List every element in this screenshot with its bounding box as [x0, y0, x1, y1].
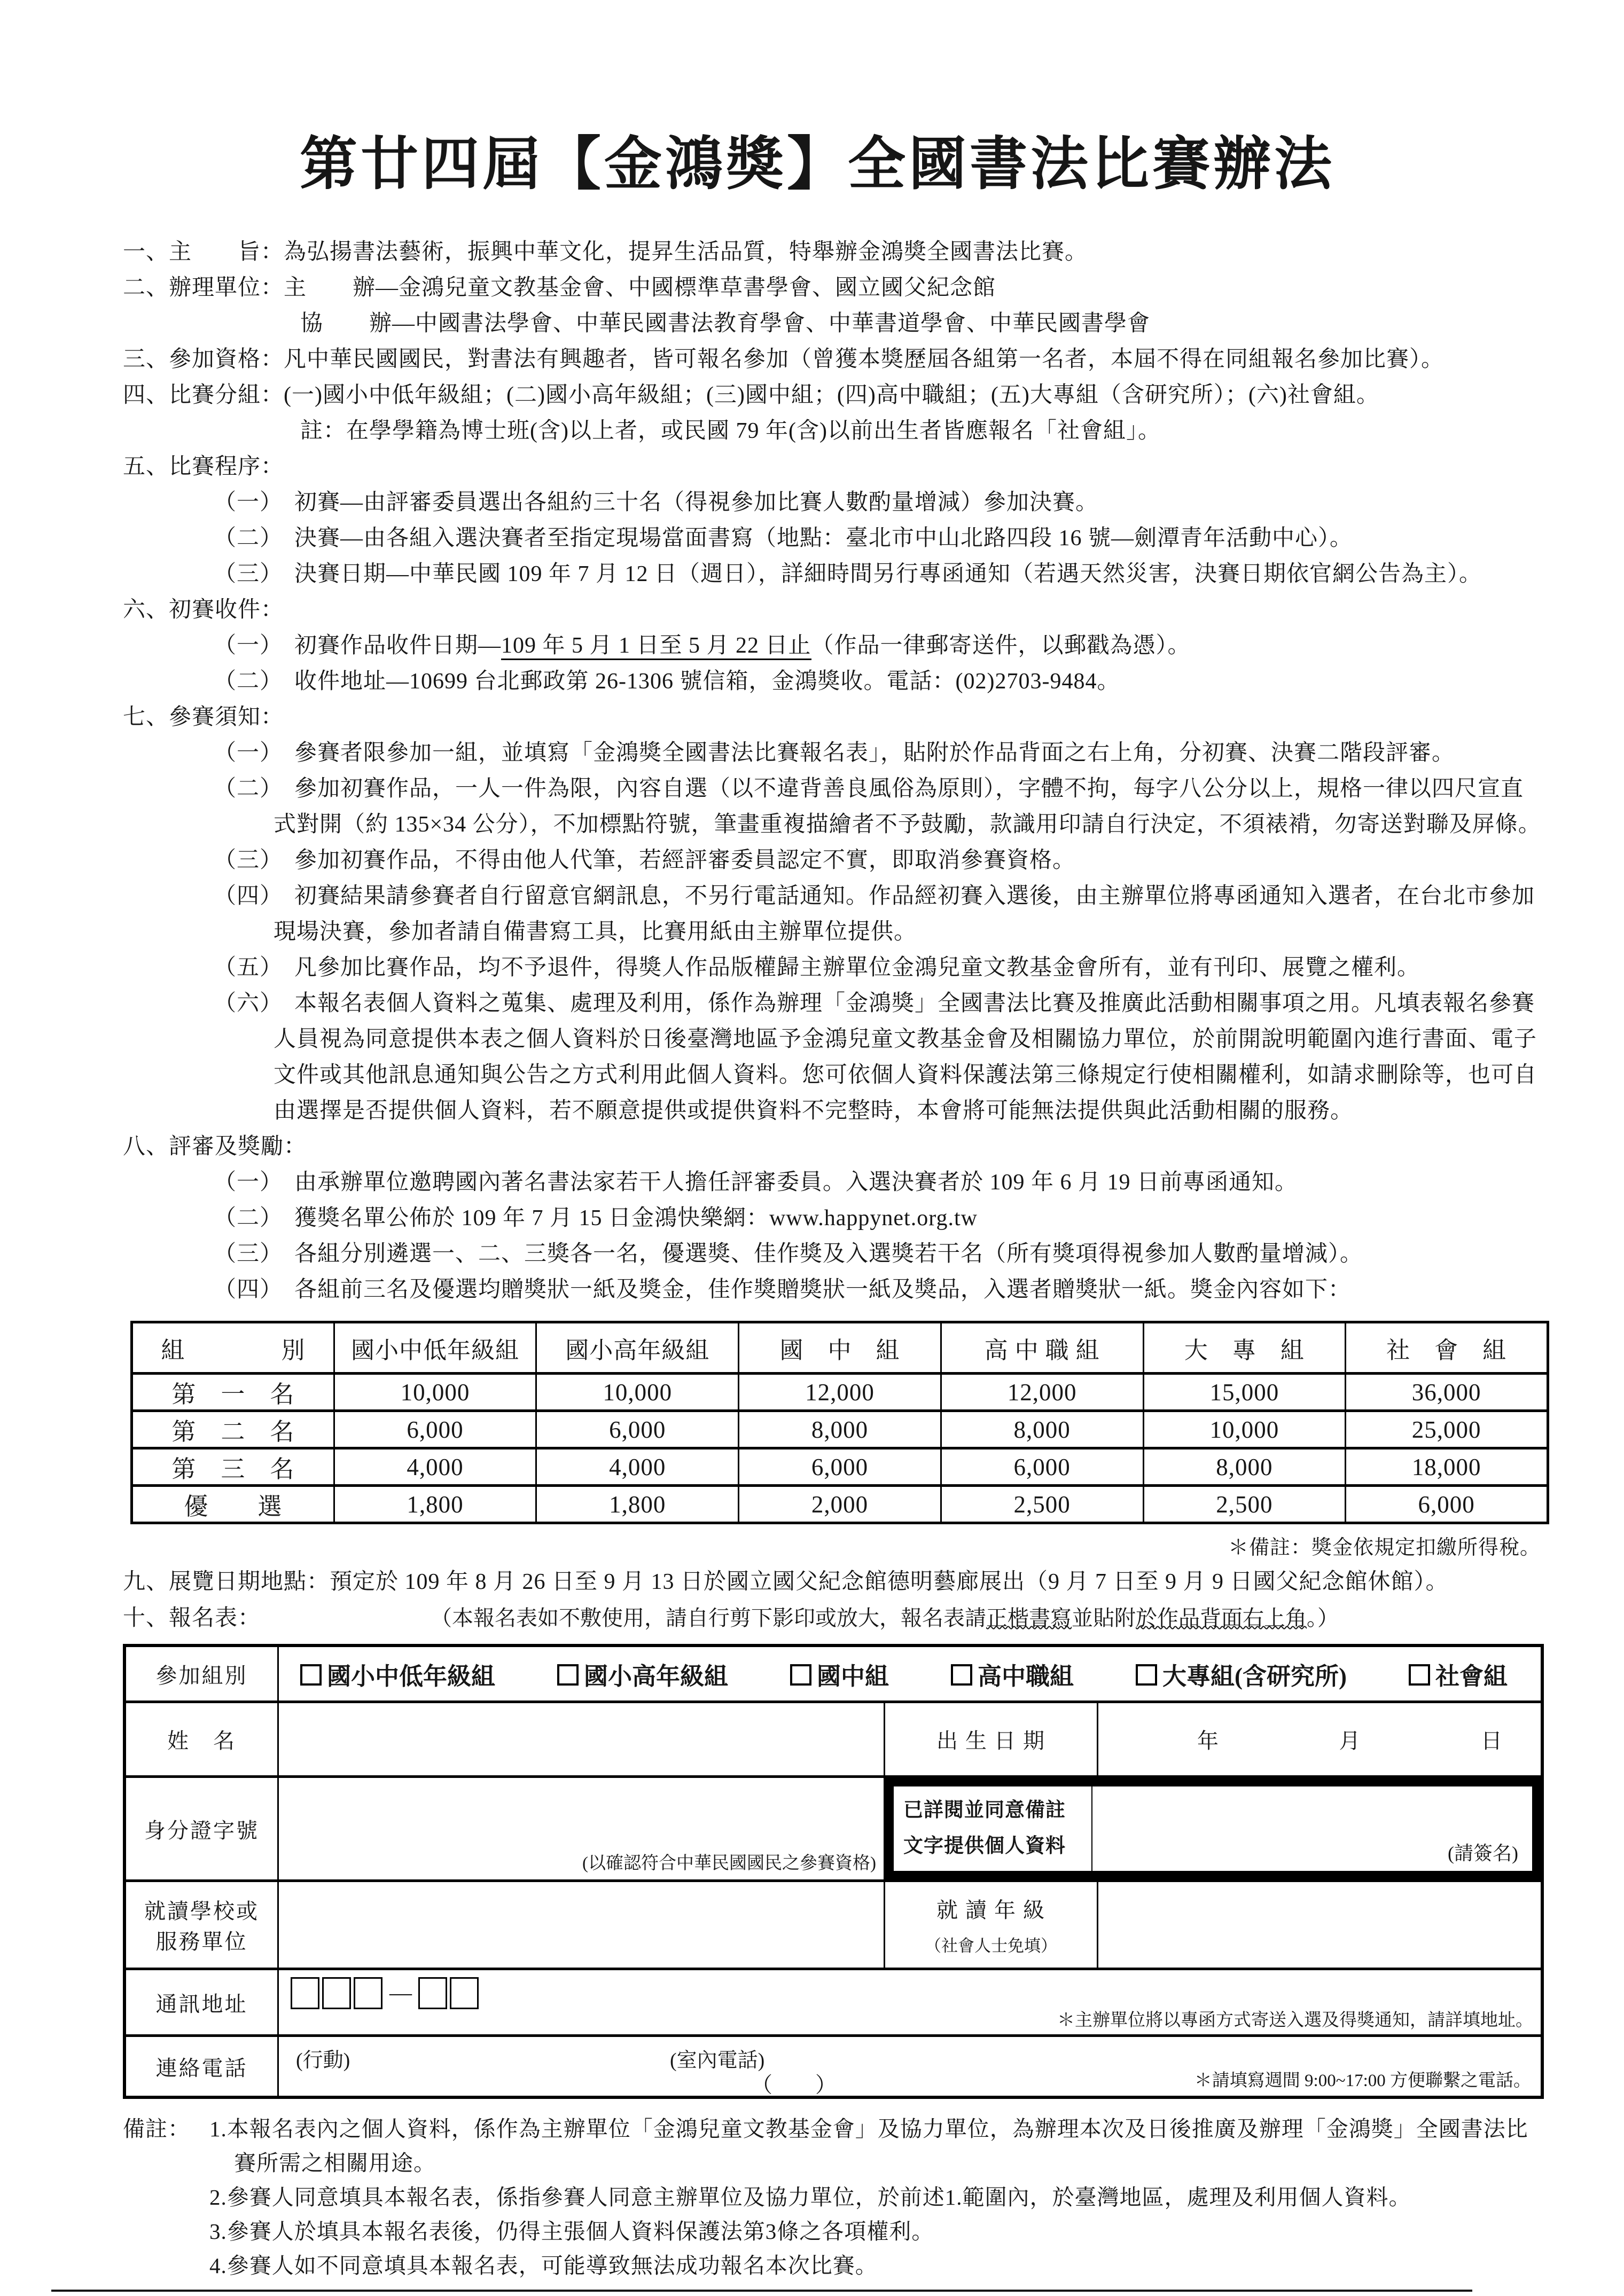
- zip-code-boxes[interactable]: [291, 1977, 481, 2009]
- group-option: [1409, 1657, 1508, 1691]
- rule-notice-heading: 七、參賽須知：: [123, 705, 284, 730]
- consent-box: [885, 1778, 1541, 1879]
- grade-note: （社會人士免填）: [925, 1937, 1057, 1955]
- form-note-mid: 並貼附: [1072, 1606, 1136, 1630]
- rule-purpose: 一、主 旨：為弘揚書法藝術，振興中華文化，提昇生活品質，特舉辦金鴻獎全國書法比賽。: [123, 240, 1088, 264]
- school-label: [126, 1882, 279, 1968]
- prize-value: 4,000: [334, 1448, 536, 1486]
- rule-procedure-2: （二） 決賽—由各組入選決賽者至指定現場當面書寫（地點：臺北市中山北路四段 16 號—劍潭青年活動中心）。: [214, 526, 1353, 551]
- prize-value: 6,000: [941, 1448, 1143, 1486]
- prize-value: 10,000: [334, 1374, 536, 1411]
- form-row-id-consent: [126, 1775, 1541, 1879]
- prize-value: 6,000: [536, 1411, 739, 1448]
- address-label: 通訊地址: [126, 1970, 279, 2034]
- prize-col-college: 大 專 組: [1143, 1322, 1346, 1374]
- prize-value: 8,000: [739, 1411, 941, 1448]
- checkbox-elementary-low[interactable]: [300, 1664, 322, 1686]
- prize-value: 18,000: [1346, 1448, 1548, 1486]
- phone-note: ＊請填寫週間 9:00~17:00 方便聯繫之電話。: [1194, 2071, 1531, 2090]
- id-input-cell[interactable]: [279, 1778, 885, 1879]
- prize-row-label: 第 三 名: [132, 1448, 334, 1486]
- footer-note-4: 4.參賽人如不同意填具本報名表，可能導致無法成功報名本次比賽。: [209, 2253, 878, 2278]
- form-row-school-grade: [126, 1879, 1541, 1968]
- month-label: 月: [1339, 1729, 1361, 1753]
- prize-row-label: 第 一 名: [132, 1374, 334, 1411]
- group-option-label: 國小高年級組: [584, 1663, 729, 1690]
- prize-value: 2,000: [739, 1486, 941, 1523]
- rule-organizer-host: 二、辦理單位：主 辦—金鴻兒童文教基金會、中國標準草書學會、國立國父紀念館: [123, 276, 996, 300]
- prize-value: 1,800: [334, 1486, 536, 1523]
- prize-col-social: 社 會 組: [1346, 1322, 1548, 1374]
- prize-row-third: [132, 1448, 1548, 1486]
- prize-value: 10,000: [536, 1374, 739, 1411]
- prize-row-first: [132, 1374, 1548, 1411]
- checkbox-junior[interactable]: [790, 1664, 811, 1686]
- prize-row-second: [132, 1411, 1548, 1448]
- form-row-name-birth: [126, 1701, 1541, 1775]
- consent-line-2: 文字提供個人資料: [903, 1835, 1066, 1857]
- zip-box[interactable]: [322, 1977, 351, 2009]
- footer-note-3: 3.參賽人於填具本報名表後，仍得主張個人資料保護法第3條之各項權利。: [209, 2219, 934, 2244]
- zip-box[interactable]: [418, 1977, 447, 2009]
- phone-input-cell[interactable]: [279, 2037, 1541, 2096]
- mobile-phone-label: (行動): [296, 2049, 350, 2072]
- grade-label-cell: [885, 1882, 1098, 1968]
- rule-eligibility: 三、參加資格：凡中華民國國民，對書法有興趣者，皆可報名參加（曾獲本獎歷屆各組第一名者，本屆不得在同組報名參加比賽）。: [123, 347, 1445, 372]
- page-title: 第廿四屆【金鴻獎】全國書法比賽辦法: [299, 133, 1335, 197]
- rule-notice-4: （四） 初賽結果請參賽者自行留意官網訊息，不另行電話通知。作品經初賽入選後，由主辦單位將專函通知入選者，在台北市參加現場決賽，參加者請自備書寫工具，比賽用紙由主辦單位提供。: [214, 884, 1535, 944]
- prize-value: 8,000: [941, 1411, 1143, 1448]
- checkbox-senior[interactable]: [951, 1664, 972, 1686]
- prize-value: 25,000: [1346, 1411, 1548, 1448]
- group-option: [1136, 1657, 1347, 1691]
- checkbox-college[interactable]: [1136, 1664, 1157, 1686]
- prize-value: 2,500: [1143, 1486, 1346, 1523]
- footer-notes-body: [209, 2112, 1544, 2283]
- school-label-line1: 就讀學校或: [144, 1899, 259, 1923]
- rule-submission-1: [214, 628, 1544, 664]
- prize-value: 6,000: [1346, 1486, 1548, 1523]
- group-option-label: 社會組: [1435, 1663, 1508, 1690]
- footer-note-1: 1.本報名表內之個人資料，係作為主辦單位「金鴻兒童文教基金會」及協力單位，為辦理本次及日後推廣及辦理「金鴻獎」全國書法比賽所需之相關用途。: [209, 2117, 1528, 2175]
- rule-award-heading: 八、評審及獎勵：: [123, 1134, 307, 1159]
- prize-row-label: 第 二 名: [132, 1411, 334, 1448]
- home-phone-label: (室內電話): [670, 2049, 765, 2072]
- group-option: [557, 1657, 728, 1691]
- prize-tax-note: ＊備註：獎金依規定扣繳所得稅。: [1228, 1537, 1541, 1559]
- prize-col-junior: 國 中 組: [739, 1322, 941, 1374]
- group-option: [300, 1657, 495, 1691]
- form-note-pre: （本報名表如不敷使用，請自行剪下影印或放大，報名表請: [431, 1606, 987, 1630]
- form-row-address: [126, 1968, 1541, 2034]
- prize-col-senior: 高 中 職 組: [941, 1322, 1143, 1374]
- rule-submission-2: （二） 收件地址—10699 台北郵政第 26-1306 號信箱，金鴻獎收。電話：(02)2703-9484。: [214, 669, 1120, 694]
- form-row-phone: [126, 2034, 1541, 2096]
- zip-box[interactable]: [450, 1977, 479, 2009]
- rule-groups-note: 註：在學學籍為博士班(含)以上者，或民國 79 年(含)以前出生者皆應報名「社會組」。: [300, 419, 1161, 443]
- consent-cell: [885, 1778, 1541, 1879]
- rule-notice-3: （三） 參加初賽作品，不得由他人代筆，若經評審委員認定不實，即取消參賽資格。: [214, 848, 1076, 873]
- footer-note-2: 2.參賽人同意填具本報名表，係指參賽人同意主辦單位及協力單位，於前述1.範圍內，於臺灣地區，處理及利用個人資料。: [209, 2185, 1411, 2209]
- submission-date-prefix: （一） 初賽作品收件日期—: [214, 633, 502, 658]
- group-option-label: 大專組(含研究所): [1162, 1663, 1347, 1690]
- scan-edge-line: [51, 2290, 1472, 2292]
- prize-value: 6,000: [334, 1411, 536, 1448]
- rule-notice-2: （二） 參加初賽作品，一人一件為限，內容自選（以不違背善良風俗為原則），字體不拘，每字八公分以上，規格一律以四尺宣直式對開（約 135×34 公分），不加標點符號，筆畫重複描繪者不予鼓勵，款識用印請自行決定，不須裱褙，勿寄送對聯及屏條。: [214, 777, 1541, 837]
- signature-hint: (請簽名): [1448, 1843, 1518, 1864]
- form-note-wavy1: 正楷書寫: [986, 1606, 1072, 1630]
- form-usage-note: [431, 1600, 1339, 1636]
- consent-text: [894, 1786, 1092, 1871]
- form-note-wavy2: 於作品背面右上角: [1136, 1606, 1307, 1630]
- name-label: 姓 名: [126, 1703, 279, 1775]
- form-row-group: [126, 1647, 1541, 1701]
- prize-value: 12,000: [739, 1374, 941, 1411]
- submission-date-suffix: （作品一律郵寄送件，以郵戳為憑）。: [811, 633, 1191, 658]
- prize-value: 6,000: [739, 1448, 941, 1486]
- school-label-line2: 服務單位: [155, 1930, 248, 1954]
- prize-row-merit: [132, 1486, 1548, 1523]
- rule-award-1: （一） 由承辦單位邀聘國內著名書法家若干人擔任評審委員。入選決賽者於 109 年 6 月 19 日前專函通知。: [214, 1170, 1298, 1195]
- id-note: (以確認符合中華民國國民之參賽資格): [582, 1854, 876, 1873]
- signature-area[interactable]: [1092, 1786, 1532, 1871]
- group-options: [279, 1647, 1541, 1701]
- prize-value: 8,000: [1143, 1448, 1346, 1486]
- form-heading-label: 十、報名表：: [123, 1606, 261, 1631]
- form-note-end: 。）: [1307, 1606, 1339, 1630]
- group-option-label: 國中組: [817, 1663, 889, 1690]
- rule-award-3: （三） 各組分別遴選一、二、三獎各一名，優選獎、佳作獎及入選獎若干名（所有獎項得視參加人數酌量增減）。: [214, 1242, 1363, 1266]
- group-option: [951, 1657, 1074, 1691]
- footer-notes: [123, 2112, 1544, 2283]
- prize-value: 4,000: [536, 1448, 739, 1486]
- area-code-parens: （ ）: [751, 2073, 837, 2097]
- checkbox-social[interactable]: [1409, 1664, 1430, 1686]
- rule-notice-6: （六） 本報名表個人資料之蒐集、處理及利用，係作為辦理「金鴻獎」全國書法比賽及推廣此活動相關事項之用。凡填表報名參賽人員視為同意提供本表之個人資料於日後臺灣地區予金鴻兒童文教基金會及相關協力單位，於前開說明範圍內進行書面、電子文件或其他訊息通知與公告之方式利用此個人資料。您可依個人資料保護法第三條規定行使相關權利，如請求刪除等，也可自由選擇是否提供個人資料，若不願意提供或提供資料不完整時，本會將可能無法提供與此活動相關的服務。: [214, 991, 1537, 1123]
- birth-input-cell[interactable]: [1098, 1703, 1541, 1775]
- zip-dash: —: [389, 1981, 412, 2005]
- rule-award-4: （四） 各組前三名及優選均贈獎狀一紙及獎金，佳作獎贈獎狀一紙及獎品，入選者贈獎狀一紙。獎金內容如下：: [214, 1278, 1352, 1302]
- rule-exhibition: 九、展覽日期地點：預定於 109 年 8 月 26 日至 9 月 13 日於國立國父紀念館德明藝廊展出（9 月 7 日至 9 月 9 日國父紀念館休館）。: [123, 1570, 1449, 1594]
- name-input-cell[interactable]: [279, 1703, 885, 1775]
- rule-notice-1: （一） 參賽者限參加一組，並填寫「金鴻獎全國書法比賽報名表」，貼附於作品背面之右上角，分初賽、決賽二階段評審。: [214, 741, 1455, 765]
- grade-input-cell[interactable]: [1098, 1882, 1541, 1968]
- prize-value: 36,000: [1346, 1374, 1548, 1411]
- rule-form-heading: [123, 1600, 1544, 1636]
- school-input-cell[interactable]: [279, 1882, 885, 1968]
- prize-value: 12,000: [941, 1374, 1143, 1411]
- rule-procedure-heading: 五、比賽程序：: [123, 455, 284, 479]
- day-label: 日: [1481, 1729, 1502, 1753]
- birth-label: 出 生 日 期: [885, 1703, 1098, 1775]
- address-input-cell[interactable]: [279, 1970, 1541, 2034]
- group-option: [790, 1657, 889, 1691]
- registration-form: [123, 1644, 1544, 2099]
- prize-row-label: 優 選: [132, 1486, 334, 1523]
- rule-procedure-3: （三） 決賽日期—中華民國 109 年 7 月 12 日（週日），詳細時間另行專函通知（若遇天然災害，決賽日期依官網公告為主）。: [214, 562, 1482, 586]
- zip-box[interactable]: [354, 1977, 382, 2009]
- group-option-label: 國小中低年級組: [327, 1663, 496, 1690]
- rule-organizer-co: 協 辦—中國書法學會、中華民國書法教育學會、中華書道學會、中華民國書學會: [300, 311, 1151, 336]
- group-label: 參加組別: [126, 1647, 279, 1701]
- rule-award-2: （二） 獲獎名單公佈於 109 年 7 月 15 日金鴻快樂網：www.happynet.org.tw: [214, 1206, 978, 1231]
- rule-groups: 四、比賽分組：(一)國小中低年級組；(二)國小高年級組；(三)國中組；(四)高中職組；(五)大專組（含研究所）；(六)社會組。: [123, 383, 1379, 408]
- address-note: ＊主辦單位將以專函方式寄送入選及得獎通知，請詳填地址。: [1057, 2011, 1533, 2030]
- prize-table: [130, 1321, 1549, 1524]
- prize-value: 2,500: [941, 1486, 1143, 1523]
- consent-line-1: 已詳閱並同意備註: [903, 1799, 1066, 1822]
- id-label: 身分證字號: [126, 1778, 279, 1879]
- phone-label: 連絡電話: [126, 2037, 279, 2096]
- prize-col-elementary-low: 國小中低年級組: [334, 1322, 536, 1374]
- prize-table-header-row: [132, 1322, 1548, 1374]
- year-label: 年: [1197, 1729, 1219, 1753]
- submission-date-underlined: 109 年 5 月 1 日至 5 月 22 日止: [501, 633, 811, 660]
- prize-value: 1,800: [536, 1486, 739, 1523]
- grade-label: 就 讀 年 級: [936, 1898, 1045, 1922]
- rule-notice-5: （五） 凡參加比賽作品，均不予退件，得獎人作品版權歸主辦單位金鴻兒童文教基金會所有，並有刊印、展覽之權利。: [214, 955, 1420, 980]
- rule-procedure-1: （一） 初賽—由評審委員選出各組約三十名（得視參加比賽人數酌量增減）參加決賽。: [214, 490, 1099, 515]
- group-option-label: 高中職組: [978, 1663, 1074, 1690]
- prize-col-group: 組 別: [132, 1322, 334, 1374]
- zip-box[interactable]: [291, 1977, 319, 2009]
- checkbox-elementary-high[interactable]: [557, 1664, 579, 1686]
- footer-notes-label: 備註：: [123, 2117, 190, 2141]
- prize-value: 10,000: [1143, 1411, 1346, 1448]
- rule-submission-heading: 六、初賽收件：: [123, 598, 284, 622]
- prize-col-elementary-high: 國小高年級組: [536, 1322, 739, 1374]
- prize-value: 15,000: [1143, 1374, 1346, 1411]
